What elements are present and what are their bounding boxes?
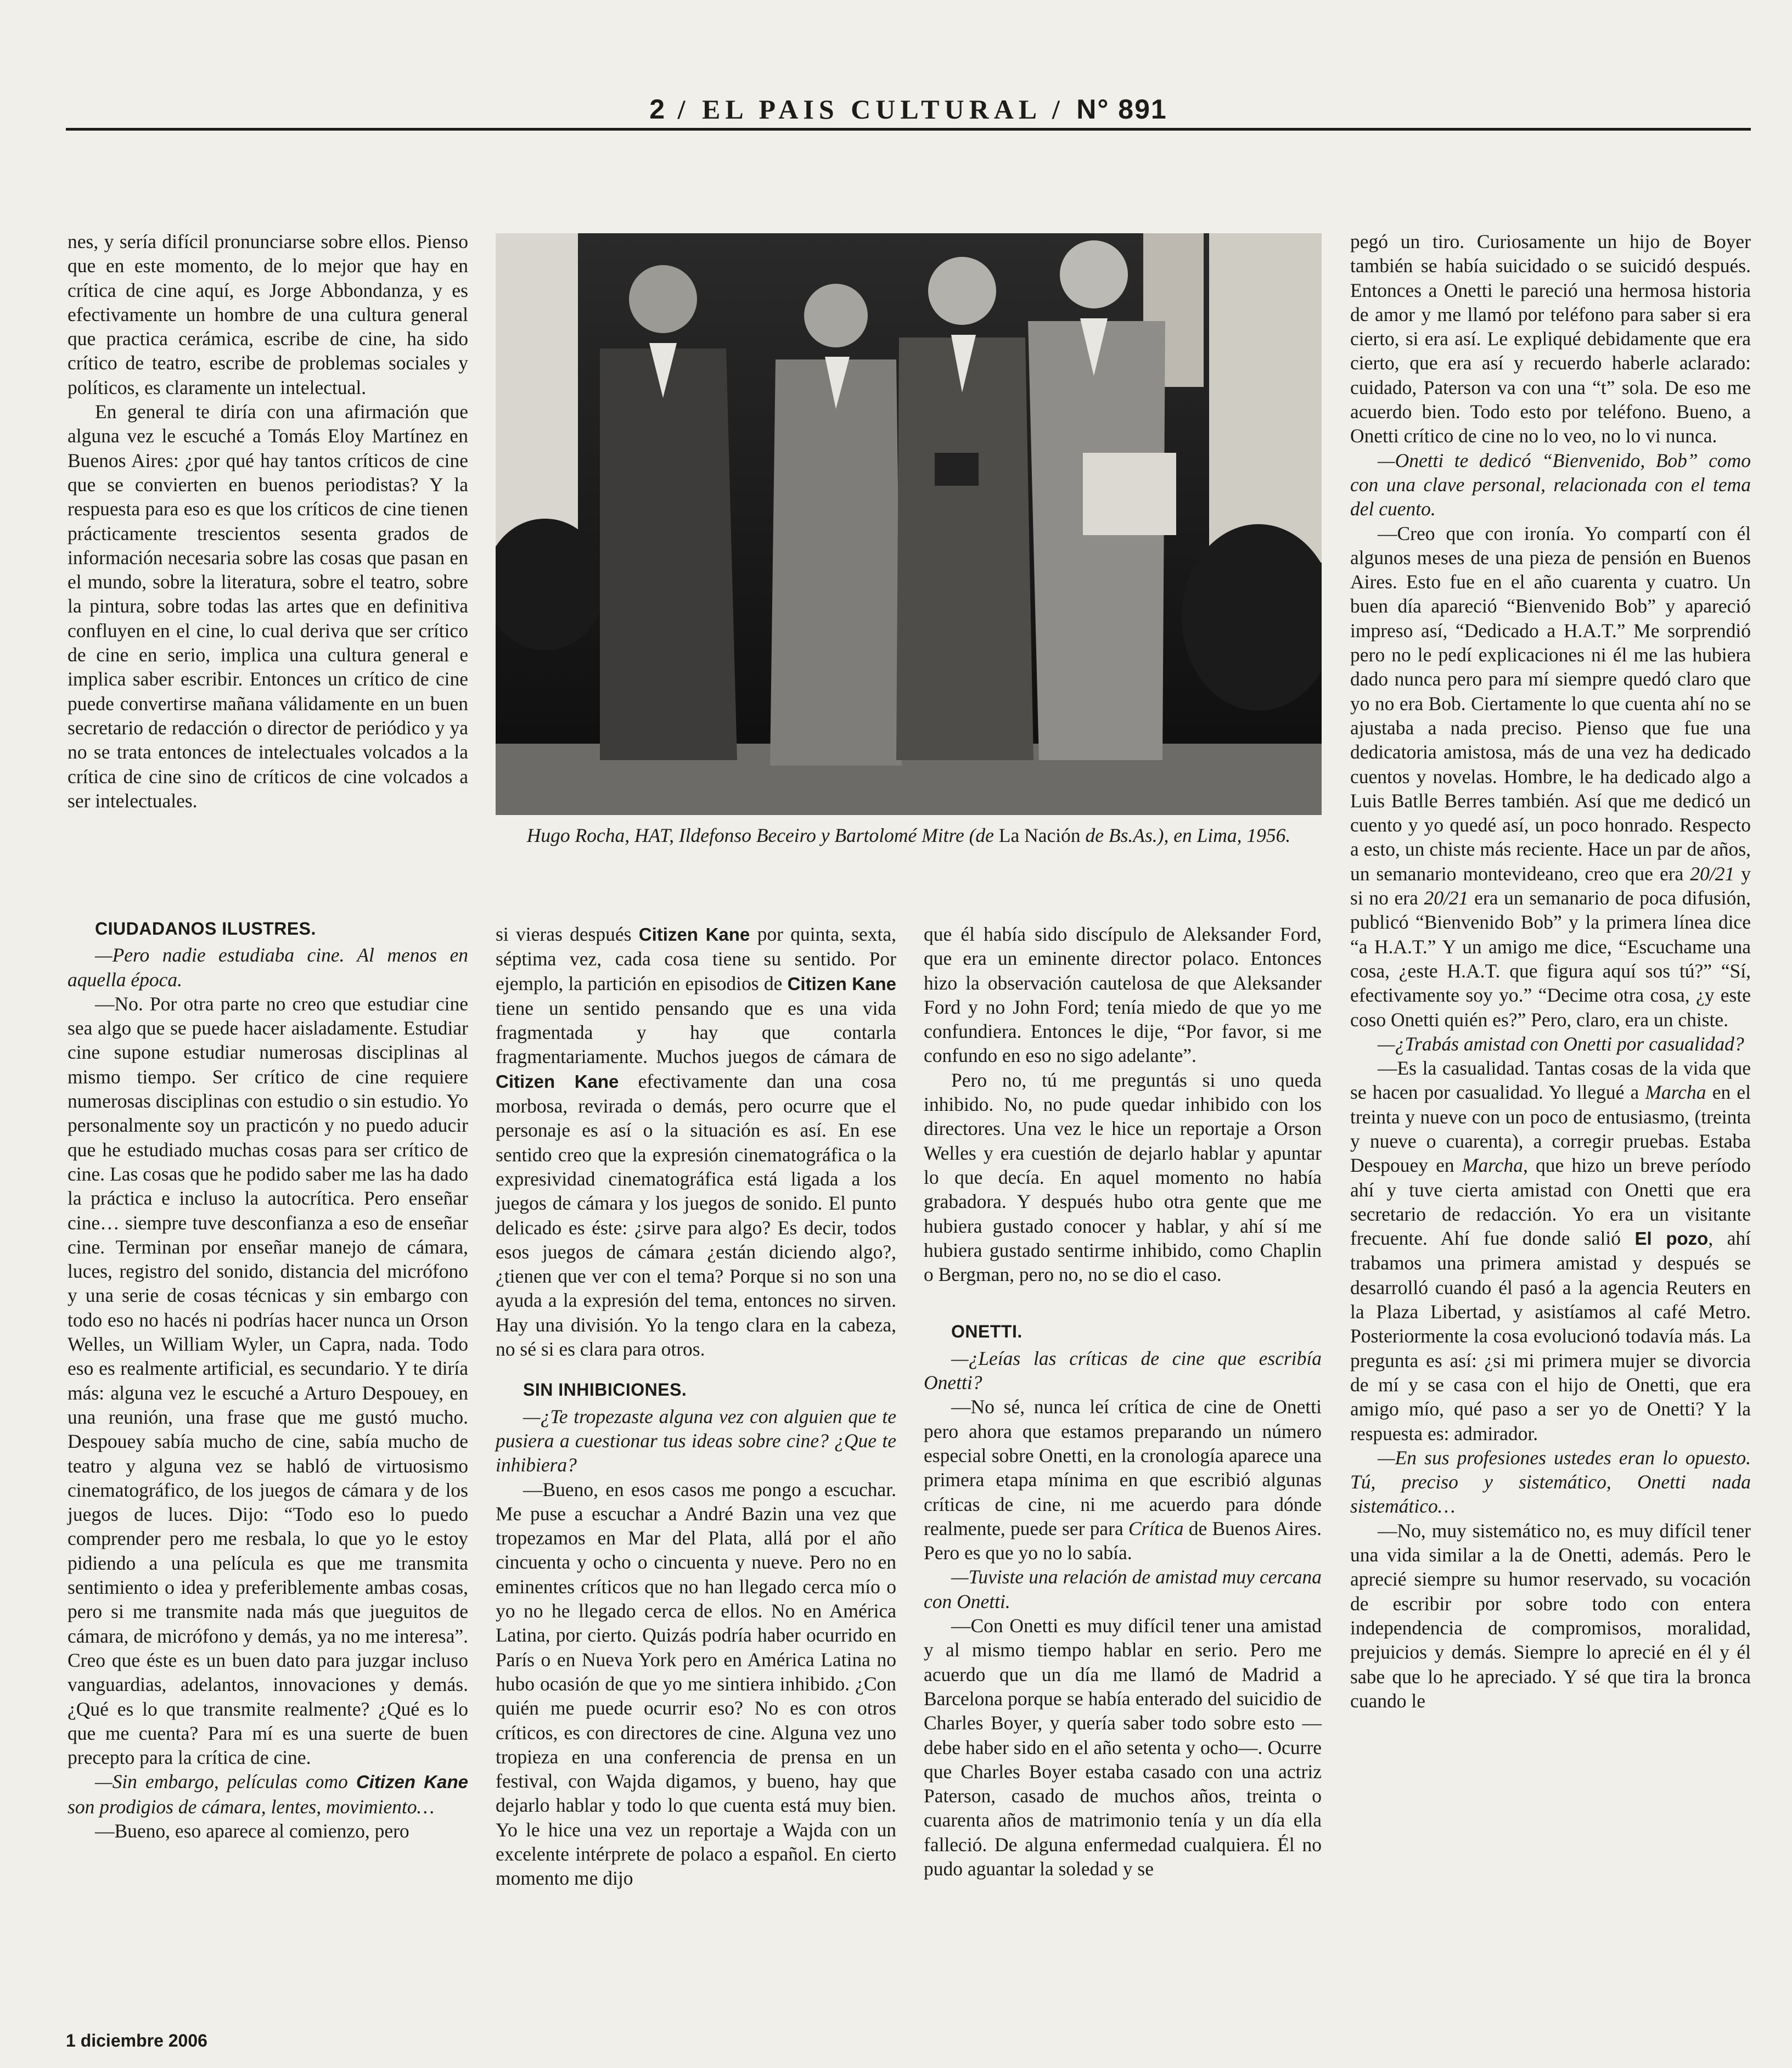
text-run: —No sé, nunca leí crítica de cine de Onetti pero ahora que estamos preparando un número especial sobre Onetti, en la cronología aparece una primera etapa mínima en que escribió algunas críticas de cine, ni me acuerdo para dónde realmente, puede ser para: [924, 1396, 1322, 1539]
subheading: ONETTI.: [951, 1322, 1023, 1342]
film-title: Citizen Kane: [496, 1071, 619, 1092]
page-header: [66, 93, 1751, 137]
text-run: , que hizo un breve período ahí y tuve cierta amistad con Onetti que era secretario de redacción. Yo era un visitante frecuente. Ahí fue donde salió: [1350, 1154, 1751, 1250]
text-run: efectivamente dan una cosa morbosa, revirada o demás, pero ocurre que el personaje es así o la situación es así. En ese sentido creo que la expresión cinematográfica o la expresividad cinematográfica está ligada a los juegos de cámara y los juegos de sonido. El punto delicado es éste: ¿sirve para algo? Es decir, todos esos juegos de cámara ¿están diciendo algo?, ¿tienen que ver con el tema? Porque si no son una ayuda a la expresión del tema, entonces no sirven. Hay una división. Yo la tengo clara en la cabeza, no sé si es clara para otros.: [496, 1070, 896, 1361]
photo-group-portrait: [496, 233, 1322, 815]
paragraph: —No. Por otra parte no creo que estudiar cine sea algo que se puede hacer aisladamente. Estudiar cine supone estudiar numerosas disciplinas al mismo tiempo. Ser crítico de cine requiere numerosas disciplinas con estudio o sin estudio. Yo personalmente soy un practicón y no puedo aducir que he estudiado muchas cosas para ser crítico de cine. Las cosas que he podido saber me las ha dado la práctica e incluso la autocrítica. Pero enseñar cine… siempre tuve desconfianza a eso de enseñar cine. Terminan por enseñar manejo de cámara, luces, registro del sonido, distancia del micrófono y una serie de cosas técnicas y sin embargo con todo eso no hacés ni podrías hacer nunca un Orson Welles, un William Wyler, un Capra, nada. Todo eso es realmente artificial, es secundario. Y te diría más: alguna vez le escuché a Arturo Despouey, en una reunión, una frase que me gustó mucho. Despouey sabía mucho de cine, sabía mucho de teatro y alguna vez se habló de virtuosismo cinematográfico, de los juegos de cámara y de los juegos de luces. Dijo: “Todo eso lo puedo comprender pero me resbala, lo que yo le estoy pidiendo a una película es que me transmita sentimiento o idea y preferiblemente ambas cosas, pero si me transmite nada más que jueguitos de cámara, de micrófono y demás, ya no me interesa”. Creo que éste es un buen dato para juzgar incluso vanguardias, adelantos, innovaciones y demás. ¿Qué es lo que transmite realmente? ¿Qué es lo que me cuenta? Para mí es una suerte de buen precepto para la crítica de cine.: [68, 992, 468, 1769]
caption-text: Hugo Rocha, HAT, Ildefonso Beceiro y Bartolomé Mitre (de: [526, 824, 999, 846]
paragraph: Pero no, tú me preguntás si uno queda inhibido. No, no pude quedar inhibido con los directores. Una vez le hice un reportaje a Orson Welles y era cuestión de dejarlo hablar y apuntar lo que decía. En aquel momento no había grabadora. Y después hubo otra gente que me hubiera gustado conocer y hablar, y ahí sí me hubiera gustado sentirme inhibido, como Chaplin o Bergman, pero no, no se dio el caso.: [924, 1069, 1322, 1286]
question: —¿Te tropezaste alguna vez con alguien que te pusiera a cuestionar tus ideas sobre cine? ¿Que te inhibiera?: [496, 1405, 896, 1476]
film-title: Citizen Kane: [787, 973, 896, 994]
question: —¿Trabás amistad con Onetti por casualidad?: [1378, 1032, 1744, 1055]
question: —¿Leías las críticas de cine que escribía Onetti?: [924, 1347, 1322, 1394]
paragraph: [1350, 521, 1751, 1032]
column-1-top: [68, 229, 468, 813]
text-run: si vieras después: [496, 923, 639, 945]
paragraph: [496, 922, 896, 1361]
publication-title: Marcha: [1462, 1154, 1523, 1177]
paragraph: —Con Onetti es muy difícil tener una amistad y al mismo tiempo hablar en serio. Pero me acuerdo que un día me llamó de Madrid a Barcelona porque se había enterado del suicidio de Charles Boyer, y quería saber todo sobre esto —debe haber sido en el año setenta y ocho—. Ocurre que Charles Boyer estaba casado con una actriz Paterson, casado de muchos años, treinta o cuarenta años de matrimonio tenía y un día ella falleció. De alguna enfermedad cualquiera. Él no pudo aguantar la soledad y se: [924, 1615, 1322, 1880]
column-4: [1350, 229, 1751, 1713]
question: [68, 1769, 468, 1819]
paragraph: —Bueno, en esos casos me pongo a escuchar. Me puse a escuchar a André Bazin una vez que tropezamos en Mar del Plata, allá por el año cincuenta y ocho o cincuenta y nueve. Pero no en eminentes críticos que no han llegado cerca mío o yo no he llegado cerca de ellos. No en América Latina, por cierto. Quizás podría haber ocurrido en París o en Nueva York pero en América Latina no hubo ocasión de que yo me sintiera inhibido. ¿Con quién me puede ocurrir eso? No es con otros críticos, es con directores de cine. Alguna vez uno tropieza en una conferencia de prensa en un festival, con Wajda digamos, y bueno, hay que dejarlo hablar y todo lo que cuenta está muy bien. Yo le hice una vez un reportaje a Wajda con un excelente intérprete de polaco a español. En cierto momento me dijo: [496, 1478, 896, 1890]
text-run: —Creo que con ironía. Yo compartí con él algunos meses de una pieza de pensión en Buenos Aires. Esto fue en el año cuarenta y cuatro. Un buen día apareció “Bienvenido Bob” y apareció impreso así, “Dedicado a H.A.T.” Me sorprendió pero no le pedí explicaciones ni él me las hubiera dado nunca pero para mí siempre quedó claro que yo no era Bob. Ciertamente lo que cuenta ahí no se ajustaba a nada preciso. Pienso que fue una dedicatoria amistosa, más de una vez ha dedicado cuentos y novelas. Hombre, le ha dedicado algo a Luis Batlle Berres también. Así que me dedicó un cuento y yo quedé así, un poco honrado. Respecto a esto, un chiste más reciente. Hace un par de años, un semanario montevideano, creo que era: [1350, 522, 1751, 885]
publication-title: Marcha: [1645, 1081, 1706, 1104]
photo-caption: [496, 823, 1322, 847]
question: —Pero nadie estudiaba cine. Al menos en aquella época.: [68, 944, 468, 991]
publication-title: 20/21: [1424, 887, 1469, 909]
text-run: por quinta, sexta, séptima vez, cada cosa tiene su sentido. Por ejemplo, la partición en episodios de: [496, 923, 896, 994]
question-text: —Sin embargo, películas como: [95, 1771, 356, 1793]
text-run: de Buenos Aires. Pero es que yo no lo sabía.: [924, 1517, 1322, 1564]
subheading: SIN INHIBICIONES.: [523, 1380, 687, 1400]
paragraph: pegó un tiro. Curiosamente un hijo de Boyer también se había suicidado o se suicidó después. Entonces a Onetti le pareció una hermosa historia de amor y me llamó por teléfono para saber si era cierto, si era así. Le expliqué debidamente que era cierto, que era así y recuerdo haberle aclarado: cuidado, Paterson va con una “t” sola. De eso me acuerdo bien. Todo esto por teléfono. Bueno, a Onetti crítico de cine no lo veo, no lo vi nunca.: [1350, 231, 1751, 447]
header-separator: /: [1052, 94, 1077, 125]
text-run: en el treinta y nueve con un poco de entusiasmo, (treinta y nueve o cuarenta), a corregir pruebas. Estaba Despouey en: [1350, 1081, 1751, 1177]
question-text: son prodigios de cámara, lentes, movimiento…: [68, 1795, 435, 1818]
film-title: Citizen Kane: [356, 1772, 468, 1792]
publication-title: 20/21: [1690, 862, 1735, 885]
caption-text: de Bs.As.), en Lima, 1956.: [1080, 824, 1291, 846]
column-3: [924, 922, 1322, 1881]
paragraph: [1350, 1056, 1751, 1446]
text-run: era un semanario de poca difusión, publicó “Bienvenido Bob” y la primera línea dice “a H.A.T.” Y un amigo me dice, “Escuchame una cosa, ¿este H.A.T. que figura aquí sos tú?” “Sí, efectivamente soy yo.” “Decime otra cosa, ¿y este coso Onetti quién es?” Pero, claro, era un chiste.: [1350, 887, 1751, 1031]
column-2: [496, 922, 896, 1891]
question: —Onetti te dedicó “Bienvenido, Bob” como con una clave personal, relacionada con el tema del cuento.: [1350, 449, 1751, 520]
paragraph: nes, y sería difícil pronunciarse sobre ellos. Pienso que en este momento, de lo mejor que hay en crítica de cine aquí, es Jorge Abbondanza, y es efectivamente un hombre de una cultura general que practica cerámica, escribe de cine, ha sido crítico de teatro, escribe de problemas sociales y políticos, es claramente un intelectual.: [68, 231, 468, 398]
paragraph: En general te diría con una afirmación que alguna vez le escuché a Tomás Eloy Martínez en Buenos Aires: ¿por qué hay tantos críticos de cine que se convierten en buenos periodistas? Y la respuesta para eso es que los críticos de cine tienen prácticamente trescientos sesenta grados de información necesaria sobre las cosas que pasan en el mundo, sobre la literatura, sobre el teatro, sobre la pintura, sobre todas las artes que en definitiva confluyen en el cine, lo cual deriva que ser crítico de cine en serio, implica una cultura general e implica saber escribir. Entonces un crítico de cine puede convertirse mañana válidamente en un buen secretario de redacción o director de periódico y ya no se trata entonces de intelectuales volcados a la crítica de cine sino de críticos de cine volcados a ser intelectuales.: [68, 401, 468, 812]
caption-newspaper: La Nación: [998, 824, 1081, 846]
publication-title: Crítica: [1128, 1517, 1184, 1539]
paragraph: —No, muy sistemático no, es muy difícil tener una vida similar a la de Onetti, además. Pero le aprecié siempre su humor reservado, su vocación de escribir por sobre todo con entera independencia de compromisos, moralidad, prejuicios y demás. Siempre lo aprecié en él y él sabe que lo he apreciado. Y sé que tira la bronca cuando le: [1350, 1519, 1751, 1712]
question: —En sus profesiones ustedes eran lo opuesto. Tú, preciso y sistemático, Onetti nada sistemático…: [1350, 1446, 1751, 1518]
text-run: —Es la casualidad. Tantas cosas de la vida que se hacen por casualidad. Yo llegué a: [1350, 1057, 1751, 1104]
header-rule: [66, 128, 1751, 131]
header-separator: /: [677, 94, 702, 125]
text-run: tiene un sentido pensando que es una vida fragmentada y hay que contarla fragmentariamente. Muchos juegos de cámara de: [496, 997, 896, 1068]
issue-number: N° 891: [1076, 94, 1167, 125]
film-title: Citizen Kane: [638, 924, 750, 945]
footer-date: 1 diciembre 2006: [66, 2031, 207, 2050]
page-number: 2: [649, 94, 666, 125]
question: —Tuviste una relación de amistad muy cercana con Onetti.: [924, 1566, 1322, 1612]
text-run: y si no era: [1350, 862, 1751, 909]
paragraph: —Bueno, eso aparece al comienzo, pero: [95, 1819, 409, 1842]
paragraph: [924, 1395, 1322, 1565]
publication-name: EL PAIS CULTURAL: [702, 94, 1041, 125]
subheading: CIUDADANOS ILUSTRES.: [95, 919, 316, 939]
paragraph: que él había sido discípulo de Aleksander Ford, que era un eminente director polaco. Entonces hizo la observación cautelosa de que Aleksander Ford y no John Ford; tenía miedo de que yo me confundiera. Entonces le dije, “Por favor, si me confundo en eso no sigo adelante”.: [924, 923, 1322, 1067]
text-run: , ahí trabamos una primera amistad y después se desarrolló cuando él pasó a la agencia Reuters en la Plaza Libertad, y asistíamos al café Metro. Posteriormente la cosa evolucionó todavía más. La pregunta es así: ¿si mi primera mujer se divorcia de mí y se casa con el hijo de Onetti, que era amigo mío, qué paso a ser yo de Onetti? Y la respuesta es: admirador.: [1350, 1227, 1751, 1445]
column-1-bottom: [68, 900, 468, 1843]
book-title: El pozo: [1634, 1228, 1709, 1249]
